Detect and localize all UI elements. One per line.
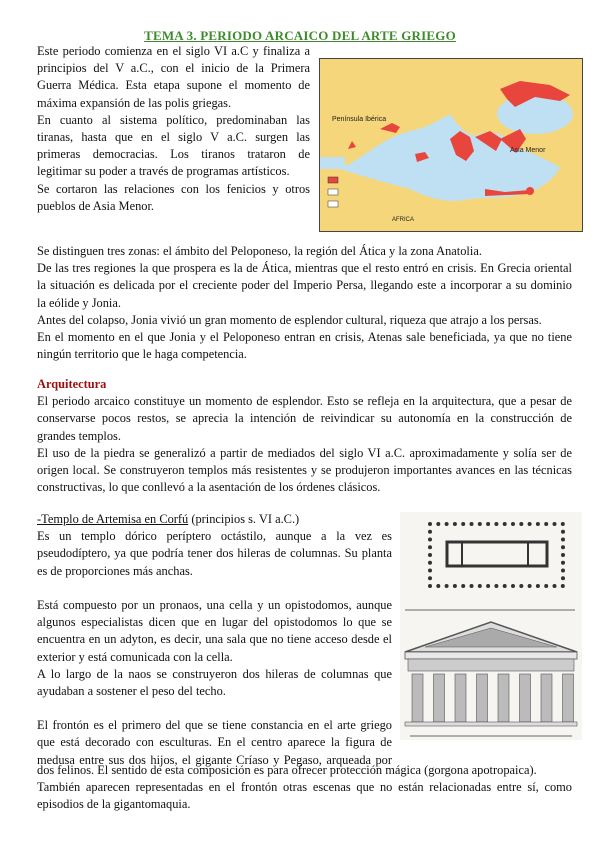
templo-line: Es un templo dórico períptero octástilo, aunque a la vez es [37, 529, 392, 544]
arquitectura-section [37, 376, 572, 496]
elevation-column [412, 674, 423, 722]
plan-column [536, 584, 540, 588]
arquitectura-line: grandes templos. [37, 428, 121, 443]
intro-line: tiranas, hasta que en el siglo V a.C. surgen las [37, 129, 310, 144]
plan-column [561, 522, 565, 526]
plan-column [519, 522, 523, 526]
templo-line: algunos especialistas dicen que en lugar del opistodomos lo que se [37, 615, 392, 630]
templo-line: que está decorado con esculturas. En el centro aparece la figura de [37, 735, 392, 750]
arquitectura-line: El periodo arcaico constituye un momento de esplendor. Esto se refleja en la arquitectura, que a pesar de [37, 394, 572, 409]
plan-column [503, 584, 507, 588]
elevation-column [520, 674, 531, 722]
templo-line: medusa entre sus dos hijos, el gigante Críaso y Pegaso, arqueada por [37, 752, 392, 767]
plan-column [561, 584, 565, 588]
temple-plan-elevation-drawing [400, 512, 582, 740]
plan-column [428, 538, 432, 542]
plan-column [561, 561, 565, 565]
templo-line: exterior y está comunicada con la cella. [37, 649, 233, 664]
templo-section-wide [37, 762, 572, 814]
plan-column [461, 584, 465, 588]
plan-column [428, 522, 432, 526]
zones-text [37, 243, 572, 363]
elevation-column [455, 674, 466, 722]
plan-column [544, 522, 548, 526]
plan-column [561, 538, 565, 542]
plan-column [528, 522, 532, 526]
arquitectura-line: conservarse pocos restos, se aprecia la intención de reivindicar su autonomía en la construcción de [37, 411, 572, 426]
templo-section [37, 511, 392, 769]
plan-column [553, 584, 557, 588]
plan-column [561, 553, 565, 557]
plan-column [519, 584, 523, 588]
map-label-asia-menor: Asia Menor [510, 147, 546, 154]
plan-column [445, 584, 449, 588]
plan-column [436, 522, 440, 526]
plan-column [494, 522, 498, 526]
templo-line: También aparecen representadas en el frontón otras escenas que no están relacionadas entre sí, como [37, 780, 572, 795]
zones-line: Se distinguen tres zonas: el ámbito del Peloponeso, la región del Ática y la zona Anatolia. [37, 244, 482, 258]
intro-line: legitimar su poder a través de programas artísticos. [37, 164, 290, 179]
templo-line: pseudodíptero, ya que podría tener dos hileras de columnas. Su planta [37, 546, 392, 561]
intro-line: pueblos de Asia Menor. [37, 198, 155, 213]
templo-heading-date: (principios s. VI a.C.) [188, 512, 300, 526]
intro-line: primeras democracias. Los tiranos trataron de [37, 147, 310, 162]
plan-column [536, 522, 540, 526]
plan-column [561, 545, 565, 549]
plan-column [453, 522, 457, 526]
templo-line: episodios de la gigantomaquia. [37, 797, 191, 812]
zones-line: ningún territorio que le haga competencia. [37, 347, 247, 362]
plan-column [561, 530, 565, 534]
intro-line: Se cortaron las relaciones con los fenicios y otros [37, 181, 310, 196]
greek-colonization-map [319, 58, 583, 232]
intro-line: Este periodo comienza en el siglo VI a.C y finaliza a [37, 44, 310, 58]
plan-column [428, 584, 432, 588]
elevation-column [434, 674, 445, 722]
templo-line: Está compuesto por un pronaos, una cella y un opistodomos, aunque [37, 597, 392, 612]
plan-column [528, 584, 532, 588]
intro-text [37, 43, 310, 215]
plan-column [544, 584, 548, 588]
zones-line: De las tres regiones la que prospera es la de Ática, mientras que el resto entró en crisis. En Grecia oriental [37, 261, 572, 276]
plan-column [478, 522, 482, 526]
plan-column [428, 530, 432, 534]
plan-column [428, 569, 432, 573]
plan-column [503, 522, 507, 526]
section-heading-arquitectura: Arquitectura [37, 377, 107, 391]
plan-column [561, 569, 565, 573]
elevation-column [498, 674, 509, 722]
plan-column [486, 522, 490, 526]
plan-column [428, 576, 432, 580]
elevation-column [541, 674, 552, 722]
plan-column [553, 522, 557, 526]
intro-line: En cuanto al sistema político, predominaban las [37, 112, 310, 127]
plan-column [428, 553, 432, 557]
arquitectura-line: constructivas, lo que conllevó a la asentación de los órdenes clásicos. [37, 480, 381, 495]
plan-column [461, 522, 465, 526]
map-label-iberia: Península Ibérica [332, 116, 387, 123]
plan-column [428, 545, 432, 549]
plan-column [486, 584, 490, 588]
zones-line: Antes del colapso, Jonia vivió un gran momento de esplendor cultural, riqueza que atrajo a los persas. [37, 312, 542, 327]
intro-line: máxima expansión de las polis griegas. [37, 95, 232, 110]
zones-line: En el momento en el que Jonia y el Peloponeso entran en crisis, Atenas sale beneficiada, ya que no tiene [37, 329, 572, 344]
templo-heading: -Templo de Artemisa en Corfú [37, 512, 189, 526]
plan-column [561, 576, 565, 580]
plan-column [478, 584, 482, 588]
templo-line: encuentra en un adyton, es decir, una sala que no tiene acceso desde el [37, 632, 392, 647]
map-label-africa: AFRICA [392, 217, 415, 223]
intro-line: principios del V a.C., con el inicio de la Primera [37, 61, 310, 76]
intro-line: Guerra Médica. Esta etapa supone el momento de [37, 78, 310, 93]
plan-column [511, 584, 515, 588]
zones-line: la eólide y Jonia. [37, 295, 121, 310]
templo-line: El frontón es el primero del que se tiene constancia en el arte griego [37, 718, 392, 733]
plan-column [436, 584, 440, 588]
elevation-column [477, 674, 488, 722]
templo-line: A lo largo de la naos se construyeron dos hileras de columnas que [37, 666, 392, 681]
plan-column [445, 522, 449, 526]
plan-column [470, 522, 474, 526]
plan-column [494, 584, 498, 588]
templo-line: ayudaban a sostener el peso del techo. [37, 683, 226, 698]
plan-column [470, 584, 474, 588]
arquitectura-line: El uso de la piedra se generalizó a partir de mediados del siglo VI a.C. aproximadamente y solía ser de [37, 445, 572, 460]
templo-line: dos felinos. El sentido de esta composición es para ofrecer protección mágica (gorgona apotropaica). [37, 763, 537, 777]
plan-column [453, 584, 457, 588]
templo-line: es de proporciones más anchas. [37, 563, 193, 578]
zones-line: la situación es delicada por el creciente poder del Imperio Persa, llegando este a incorporar a su dominio [37, 278, 572, 293]
elevation-column [563, 674, 574, 722]
plan-column [511, 522, 515, 526]
page-title: TEMA 3. PERIODO ARCAICO DEL ARTE GRIEGO [144, 28, 456, 43]
arquitectura-line: origen local. Se construyeron templos más resistentes y se produjeron importantes avances en las técnicas [37, 462, 572, 477]
plan-column [428, 561, 432, 565]
